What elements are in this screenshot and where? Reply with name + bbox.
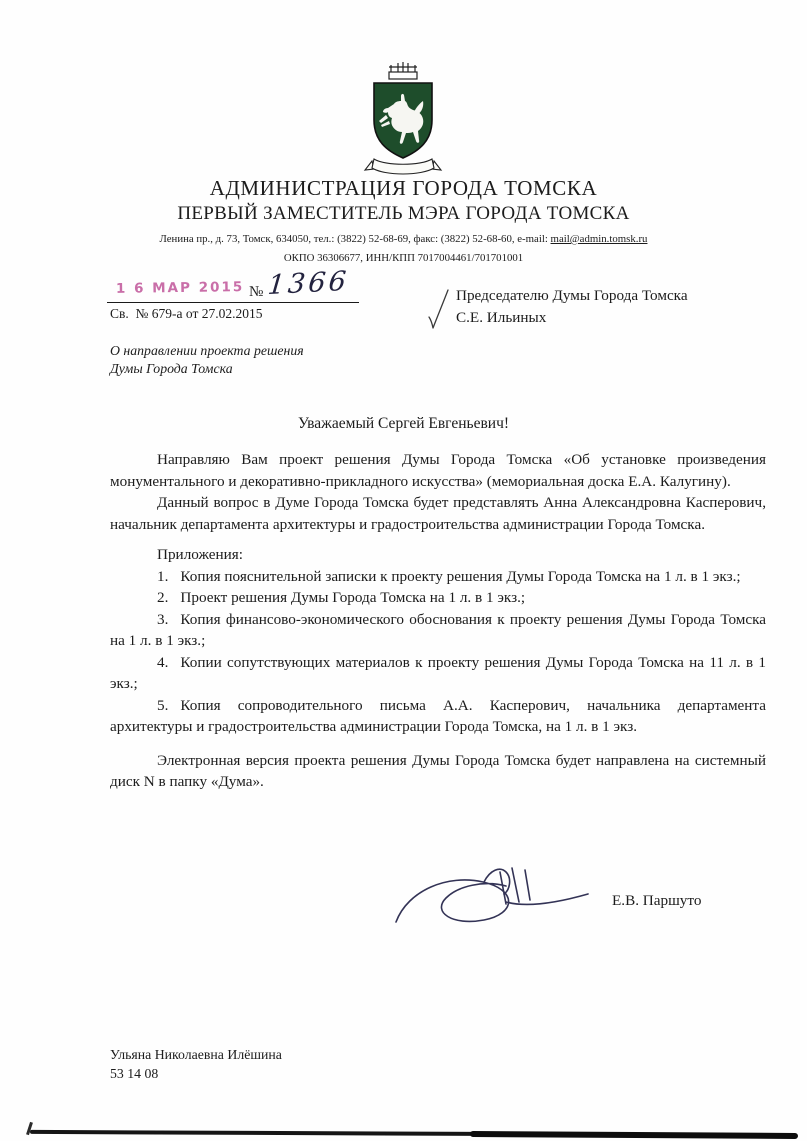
letter-body <box>110 449 766 793</box>
signer-name: Е.В. Паршуто <box>612 892 702 909</box>
date-stamp: 1 6 МАР 2015 <box>115 279 245 297</box>
attachment-number: 4. <box>157 653 169 671</box>
executor-name: Ульяна Николаевна Илёшина <box>110 1047 282 1062</box>
registration-line: Св. № 679-а от 27.02.2015 <box>110 306 263 321</box>
addressee-line: Председателю Думы Города Томска <box>456 287 688 304</box>
executor-block <box>110 1045 282 1083</box>
attachment-text: Копия финансово-экономического обоснования к проекту решения Думы Города Томска на 1 л. в 1 экз.; <box>110 610 766 649</box>
attachment-item <box>110 566 766 588</box>
contact-prefix: Ленина пр., д. 73, Томск, 634050, тел.: (3822) 52-68-69, факс: (3822) 52-68-60, e-mail: <box>159 233 551 245</box>
addressee-block <box>456 285 688 329</box>
contact-line <box>0 233 807 245</box>
email-link: mail@admin.tomsk.ru <box>550 233 648 245</box>
attachment-text: Копия сопроводительного письма А.А. Касперович, начальника департамента архитектуры и градостроительства администрации Города Томска, на 1 л. в 1 экз. <box>110 696 766 735</box>
attachment-item <box>110 587 766 609</box>
scan-artifact-line <box>470 1131 798 1139</box>
org-name: АДМИНИСТРАЦИЯ ГОРОДА ТОМСКА <box>209 176 598 200</box>
signature-autograph-icon <box>388 860 603 945</box>
pen-checkmark-icon <box>428 288 452 334</box>
attachment-number: 1. <box>157 567 169 585</box>
attachment-text: Копии сопутствующих материалов к проекту решения Думы Города Томска на 11 л. в 1 экз.; <box>110 653 766 692</box>
attachment-text: Проект решения Думы Города Томска на 1 л. в 1 экз.; <box>180 589 526 606</box>
attachment-item <box>110 695 766 738</box>
body-paragraph: Данный вопрос в Думе Города Томска будет представлять Анна Александровна Касперович, начальник департамента архитектуры и градостроительства администрации Города Томска. <box>110 494 766 533</box>
attachment-item <box>110 609 766 652</box>
attachment-number: 2. <box>157 589 169 606</box>
handwritten-number: 1366 <box>266 265 351 302</box>
executor-phone: 53 14 08 <box>110 1066 159 1081</box>
attachment-number: 3. <box>157 610 169 628</box>
codes-line: ОКПО 36306677, ИНН/КПП 7017004461/701701001 <box>283 252 524 264</box>
subject-line: Думы Города Томска <box>110 361 233 376</box>
form-underline <box>107 302 359 303</box>
number-sign: № <box>249 284 264 300</box>
body-paragraph: Направляю Вам проект решения Думы Города Томска «Об установке произведения монументального и декоративно-прикладного искусства» (мемориальная доска Е.А. Калугину). <box>110 451 766 490</box>
attachment-number: 5. <box>157 696 169 714</box>
salutation: Уважаемый Сергей Евгеньевич! <box>297 415 510 432</box>
scan-artifact-line <box>30 1130 530 1136</box>
subject-block <box>110 342 304 378</box>
department-name: ПЕРВЫЙ ЗАМЕСТИТЕЛЬ МЭРА ГОРОДА ТОМСКА <box>177 203 630 224</box>
subject-line: О направлении проекта решения <box>110 343 304 358</box>
attachment-text: Копия пояснительной записки к проекту решения Думы Города Томска на 1 л. в 1 экз.; <box>180 567 741 585</box>
tomsk-coat-of-arms-icon <box>357 58 449 176</box>
attachment-item <box>110 652 766 695</box>
closing-paragraph: Электронная версия проекта решения Думы Города Томска будет направлена на системный диск N в папку «Дума». <box>110 751 766 790</box>
addressee-line: С.Е. Ильиных <box>456 309 547 326</box>
attachments-heading: Приложения: <box>157 546 243 563</box>
